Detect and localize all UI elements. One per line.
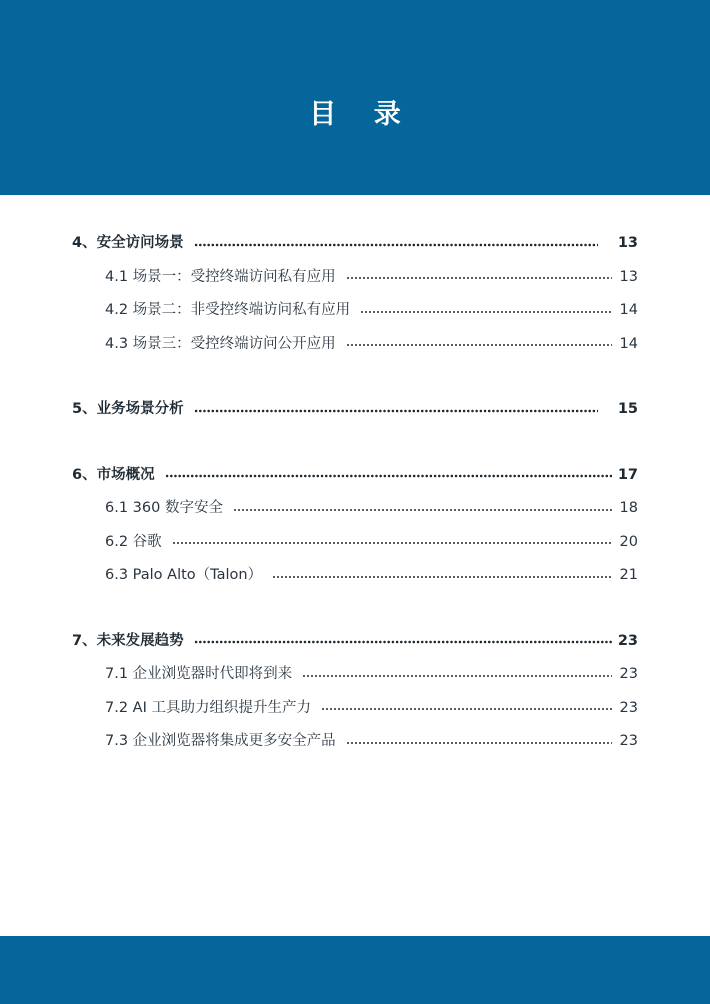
toc-chapter-6[interactable] [72,463,638,497]
toc-page-number: 14 [619,302,638,318]
section-gap [72,365,638,397]
footer-banner [0,936,710,1004]
dot-leader [302,665,612,680]
toc-item-label: 7.1 企业浏览器时代即将到来 [105,666,293,682]
dot-leader [346,267,612,282]
toc-item-7-2[interactable] [72,696,638,730]
dot-leader [346,732,612,747]
toc-item-7-3[interactable] [72,729,638,763]
page-title: 目 录 [309,99,415,130]
toc-chapter-label: 6、市场概况 [72,466,155,483]
toc-item-label: 6.1 360 数字安全 [105,500,223,516]
toc-item-6-3[interactable] [72,563,638,597]
toc-page-number: 18 [619,500,638,516]
toc-chapter-label: 5、业务场景分析 [72,401,184,417]
toc-chapter-label: 4、安全访问场景 [72,235,184,251]
toc-chapter-5[interactable] [72,397,638,431]
dot-leader [194,631,612,646]
toc-page-number: 23 [619,733,638,749]
toc-page-number: 23 [619,666,638,682]
dot-leader [321,698,612,713]
toc-item-4-2[interactable] [72,298,638,332]
toc-page-number: 23 [617,632,638,649]
dot-leader [172,532,612,547]
section-gap [72,597,638,629]
toc-page-number: 13 [619,268,638,285]
toc-page-number: 17 [617,466,638,483]
dot-leader [346,334,612,349]
toc-item-label: 4.2 场景二：非受控终端访问私有应用 [105,302,351,318]
toc-item-label: 7.2 AI 工具助力组织提升生产力 [105,699,311,716]
toc-item-6-2[interactable] [72,530,638,564]
toc-page-number: 21 [619,567,638,583]
toc-item-7-1[interactable] [72,662,638,696]
toc-item-label: 7.3 企业浏览器将集成更多安全产品 [105,733,336,749]
toc-item-label: 6.3 Palo Alto（Talon） [105,567,263,583]
toc-page-number: 13 [617,235,638,251]
dot-leader [272,566,612,581]
section-gap [72,431,638,463]
toc-page-number: 20 [619,533,638,550]
toc-chapter-7[interactable] [72,629,638,663]
toc-page-number: 15 [617,401,638,417]
toc-chapter-4[interactable] [72,231,638,265]
dot-leader [360,301,612,316]
toc-item-label: 4.3 场景三：受控终端访问公开应用 [105,335,336,352]
dot-leader [165,465,612,480]
header-banner [0,0,710,195]
toc-item-6-1[interactable] [72,496,638,530]
toc-item-label: 6.2 谷歌 [105,533,162,550]
dot-leader [233,499,612,514]
dot-leader [194,234,598,249]
toc-item-label: 4.1 场景一：受控终端访问私有应用 [105,268,336,285]
toc-item-4-1[interactable] [72,265,638,299]
dot-leader [194,400,598,415]
toc-chapter-label: 7、未来发展趋势 [72,632,184,649]
toc-page-number: 14 [619,335,638,352]
toc-page-number: 23 [619,699,638,716]
table-of-contents [72,231,638,763]
toc-item-4-3[interactable] [72,332,638,366]
